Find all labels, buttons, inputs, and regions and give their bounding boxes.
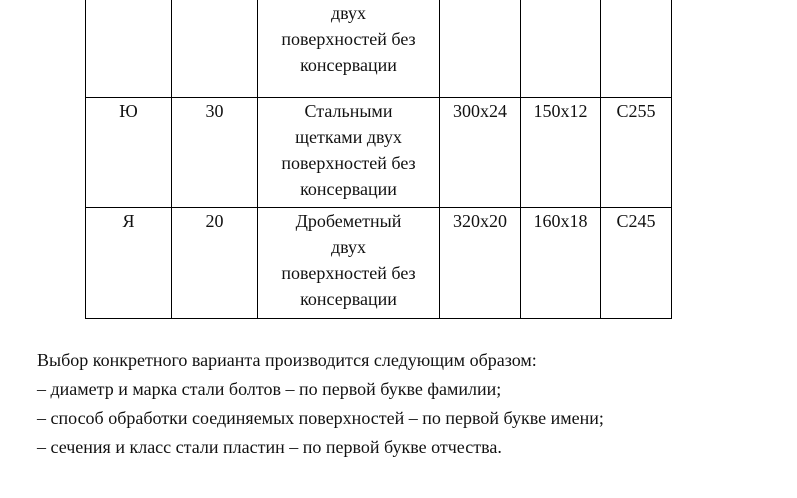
cell-treatment	[258, 97, 440, 207]
cell-treatment	[258, 207, 440, 318]
cell-diameter: 20	[172, 207, 258, 318]
treatment-line: Дробеметный	[295, 210, 402, 231]
treatment-line: консервации	[300, 288, 397, 309]
treatment-line: Стальными	[304, 100, 393, 121]
instructions-block	[37, 346, 604, 462]
treatment-line: поверхностей без	[281, 29, 416, 49]
cell-section1	[440, 0, 521, 97]
treatment-line: щетками двух	[295, 126, 402, 147]
instructions-intro: Выбор конкретного варианта производится следующим образом:	[37, 350, 537, 370]
cell-steel: С245	[601, 207, 672, 318]
variants-table	[85, 0, 672, 319]
cell-section1: 320х20	[440, 207, 521, 318]
treatment-line: поверхностей без	[281, 262, 416, 283]
cell-diameter: 30	[172, 97, 258, 207]
treatment-line: поверхностей без	[281, 152, 416, 173]
table-row	[86, 0, 672, 97]
instructions-item: – диаметр и марка стали болтов – по первой букве фамилии;	[37, 379, 502, 399]
cell-steel	[601, 0, 672, 97]
cell-section2: 160х18	[521, 207, 601, 318]
instructions-item: – сечения и класс стали пластин – по первой букве отчества.	[37, 437, 502, 457]
cell-letter: Ю	[86, 97, 172, 207]
cell-treatment	[258, 0, 440, 97]
instructions-item: – способ обработки соединяемых поверхностей – по первой букве имени;	[37, 408, 604, 428]
cell-section1: 300х24	[440, 97, 521, 207]
table-row	[86, 97, 672, 207]
treatment-line: двух	[330, 3, 367, 23]
treatment-line: консервации	[300, 55, 397, 75]
table-row	[86, 207, 672, 318]
cell-diameter	[172, 0, 258, 97]
cell-section2	[521, 0, 601, 97]
cell-letter: Я	[86, 207, 172, 318]
cell-steel: С255	[601, 97, 672, 207]
treatment-line: консервации	[300, 178, 397, 199]
cell-section2: 150х12	[521, 97, 601, 207]
cell-letter	[86, 0, 172, 97]
treatment-line: двух	[330, 236, 367, 257]
